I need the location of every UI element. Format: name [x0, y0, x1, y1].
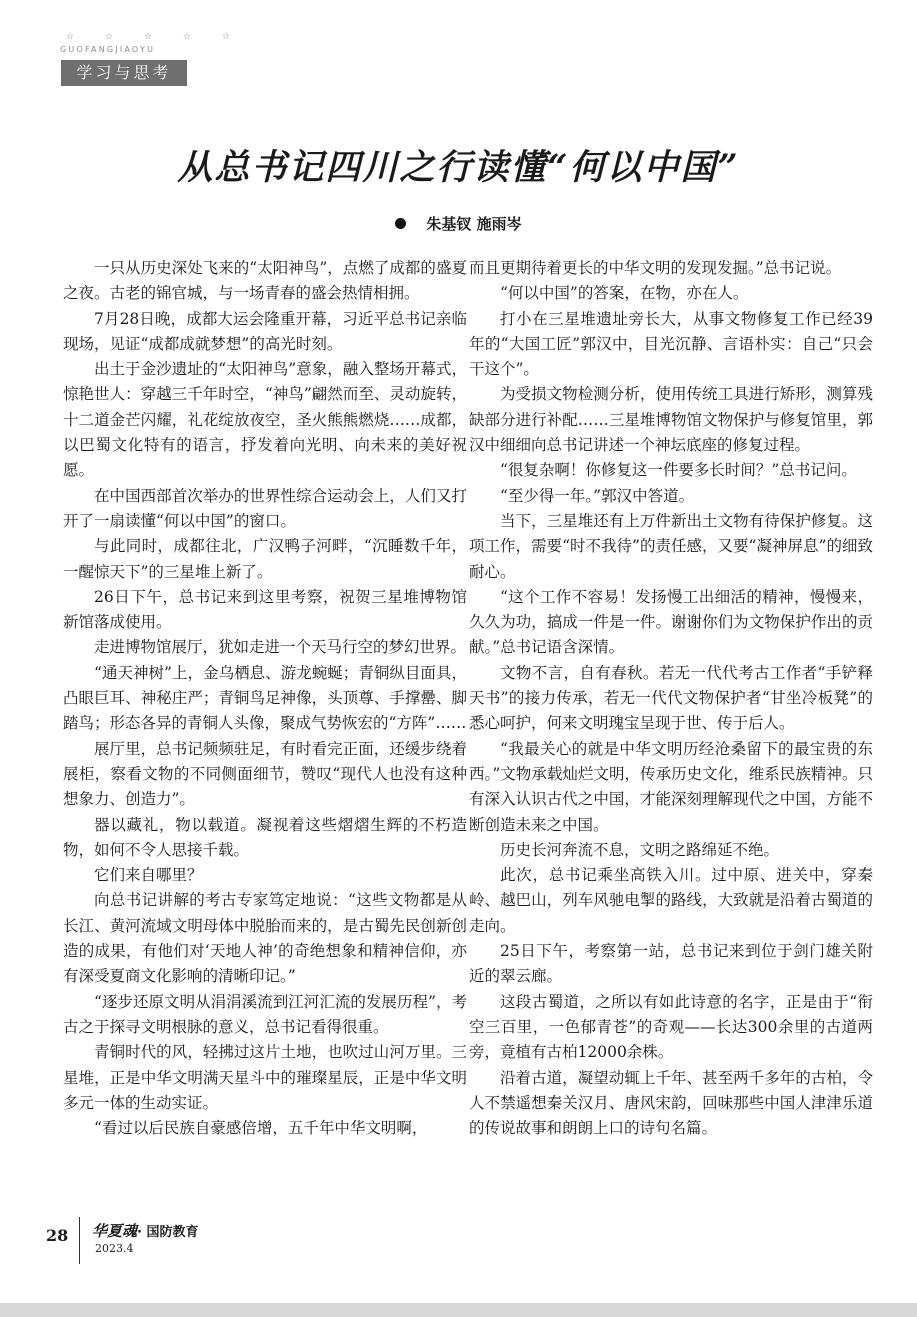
paragraph: 青铜时代的风，轻拂过这片土地，也吹过山河万里。三星堆，正是中华文明满天星斗中的璀璨星辰，正是中华文明多元一体的生动实证。	[63, 1043, 467, 1112]
article-byline	[0, 213, 917, 234]
magazine-logo: 华夏魂	[92, 1222, 138, 1240]
paragraph: “至少得一年。”郭汉中答道。	[500, 486, 695, 505]
paragraph: “何以中国”的答案，在物，亦在人。	[500, 284, 749, 303]
paragraph: “通天神树”上，金乌栖息、游龙蜿蜒；青铜纵目面具，凸眼巨耳、神秘庄严；青铜鸟足神像，头顶尊、手撑罍、脚踏鸟；形态各异的青铜人头像，聚成气势恢宏的“方阵”……	[63, 663, 467, 733]
paragraph: 文物不言，自有春秋。若无一代代考古工作者“手铲释天书”的接力传承，若无一代代文物保护者“甘坐冷板凳”的悉心呵护，何来文明瑰宝呈现于世、传于后人。	[469, 663, 873, 733]
paragraph: “这个工作不容易！发扬慢工出细活的精神，慢慢来，久久为功，搞成一件是一件。谢谢你们为文物保护作出的贡献。”总书记语含深情。	[469, 587, 873, 657]
bullet-icon	[395, 218, 406, 229]
paragraph: “很复杂啊！你修复这一件要多长时间？”总书记问。	[500, 461, 857, 480]
paragraph: 为受损文物检测分析，使用传统工具进行矫形，测算残缺部分进行补配……三星堆博物馆文物保护与修复馆里，郭汉中细细向总书记讲述一个神坛底座的修复过程。	[469, 385, 873, 455]
footer-divider	[79, 1217, 80, 1264]
left-column	[63, 256, 467, 1141]
paragraph: “我最关心的就是中华文明历经沧桑留下的最宝贵的东西。”文物承载灿烂文明，传承历史文化，维系民族精神。只有深入认识古代之中国，才能深刻理解现代之中国，方能不断创造未来之中国。	[469, 739, 873, 834]
magazine-section: · 国防教育	[137, 1225, 199, 1240]
paragraph: 出土于金沙遗址的“太阳神鸟”意象，融入整场开幕式，惊艳世人：穿越三千年时空，“神鸟”翩然而至、灵动旋转，十二道金芒闪耀，礼花绽放夜空，圣火熊熊燃烧……成都，以巴蜀文化特有的语言，抒发着向光明、向未来的美好祝愿。	[63, 360, 467, 480]
paragraph: 历史长河奔流不息，文明之路绵延不绝。	[500, 840, 780, 859]
paragraph: 在中国西部首次举办的世界性综合运动会上，人们又打开了一扇读懂“何以中国”的窗口。	[63, 486, 467, 530]
issue-date: 2023.4	[95, 1242, 134, 1255]
paragraph: 沿着古道，凝望动辄上千年、甚至两千多年的古柏，令人不禁遥想秦关汉月、唐风宋韵，回味那些中国人津津乐道的传说故事和朗朗上口的诗句名篇。	[469, 1068, 873, 1138]
right-column	[469, 256, 873, 1141]
paragraph: “看过以后民族自豪感倍增，五千年中华文明啊，	[94, 1119, 428, 1138]
paragraph: 26日下午，总书记来到这里考察，祝贺三星堆博物馆新馆落成使用。	[63, 587, 467, 632]
paragraph: 它们来自哪里？	[94, 866, 203, 885]
paragraph: 与此同时，成都往北，广汉鸭子河畔，“沉睡数千年，一醒惊天下”的三星堆上新了。	[63, 537, 467, 581]
paragraph-continued: 而且更期待着更长的中华文明的发现发掘。”总书记说。	[469, 259, 842, 277]
magazine-name	[92, 1220, 198, 1241]
paragraph: 当下，三星堆还有上万件新出土文物有待保护修复。这项工作，需要“时不我待”的责任感，又要“凝神屏息”的细致耐心。	[469, 511, 873, 581]
paragraph: 7月28日晚，成都大运会隆重开幕，习近平总书记亲临现场，见证“成都成就梦想”的高光时刻。	[63, 309, 467, 353]
paragraph: 此次，总书记乘坐高铁入川。过中原、进关中，穿秦岭、越巴山，列车风驰电掣的路线，大致就是沿着古蜀道的走向。	[469, 866, 873, 935]
article-title: 从总书记四川之行读懂“何以中国”	[177, 147, 740, 188]
bottom-bar	[0, 1303, 917, 1317]
paragraph: 25日下午，考察第一站，总书记来到位于剑门雄关附近的翠云廊。	[469, 942, 873, 986]
article-authors: 朱基钗 施雨岑	[426, 215, 522, 233]
paragraph: 这段古蜀道，之所以有如此诗意的名字，正是由于“衔空三百里，一色郁青苍”的奇观——长达300余里的古道两旁，竟植有古柏12000余株。	[469, 992, 873, 1062]
header-pinyin: GUOFANGJIAOYU	[60, 45, 156, 54]
header-stars: ☆ ☆ ☆ ☆ ☆	[66, 32, 244, 42]
paragraph: 展厅里，总书记频频驻足，有时看完正面，还缓步绕着展柜，察看文物的不同侧面细节，赞叹“现代人也没有这种想象力、创造力”。	[63, 739, 467, 809]
paragraph: “逐步还原文明从涓涓溪流到江河汇流的发展历程”，考古之于探寻文明根脉的意义，总书记看得很重。	[63, 992, 467, 1036]
paragraph: 向总书记讲解的考古专家笃定地说：“这些文物都是从长江、黄河流域文明母体中脱胎而来的，是古蜀先民创新创造的成果，有他们对‘天地人神’的奇绝想象和精神信仰，亦有深受夏商文化影响的清晰印记。”	[63, 891, 467, 986]
paragraph: 打小在三星堆遗址旁长大，从事文物修复工作已经39年的“大国工匠”郭汉中，目光沉静、言语朴实：自己“只会干这个”。	[469, 309, 873, 379]
paragraph: 器以藏礼，物以载道。凝视着这些熠熠生辉的不朽造物，如何不令人思接千载。	[63, 815, 467, 859]
paragraph: 走进博物馆展厅，犹如走进一个天马行空的梦幻世界。	[94, 638, 467, 657]
section-tag: 学习与思考	[61, 60, 187, 86]
page-number: 28	[46, 1226, 69, 1245]
paragraph: 一只从历史深处飞来的“太阳神鸟”，点燃了成都的盛夏之夜。古老的锦官城，与一场青春的盛会热情相拥。	[63, 259, 467, 303]
